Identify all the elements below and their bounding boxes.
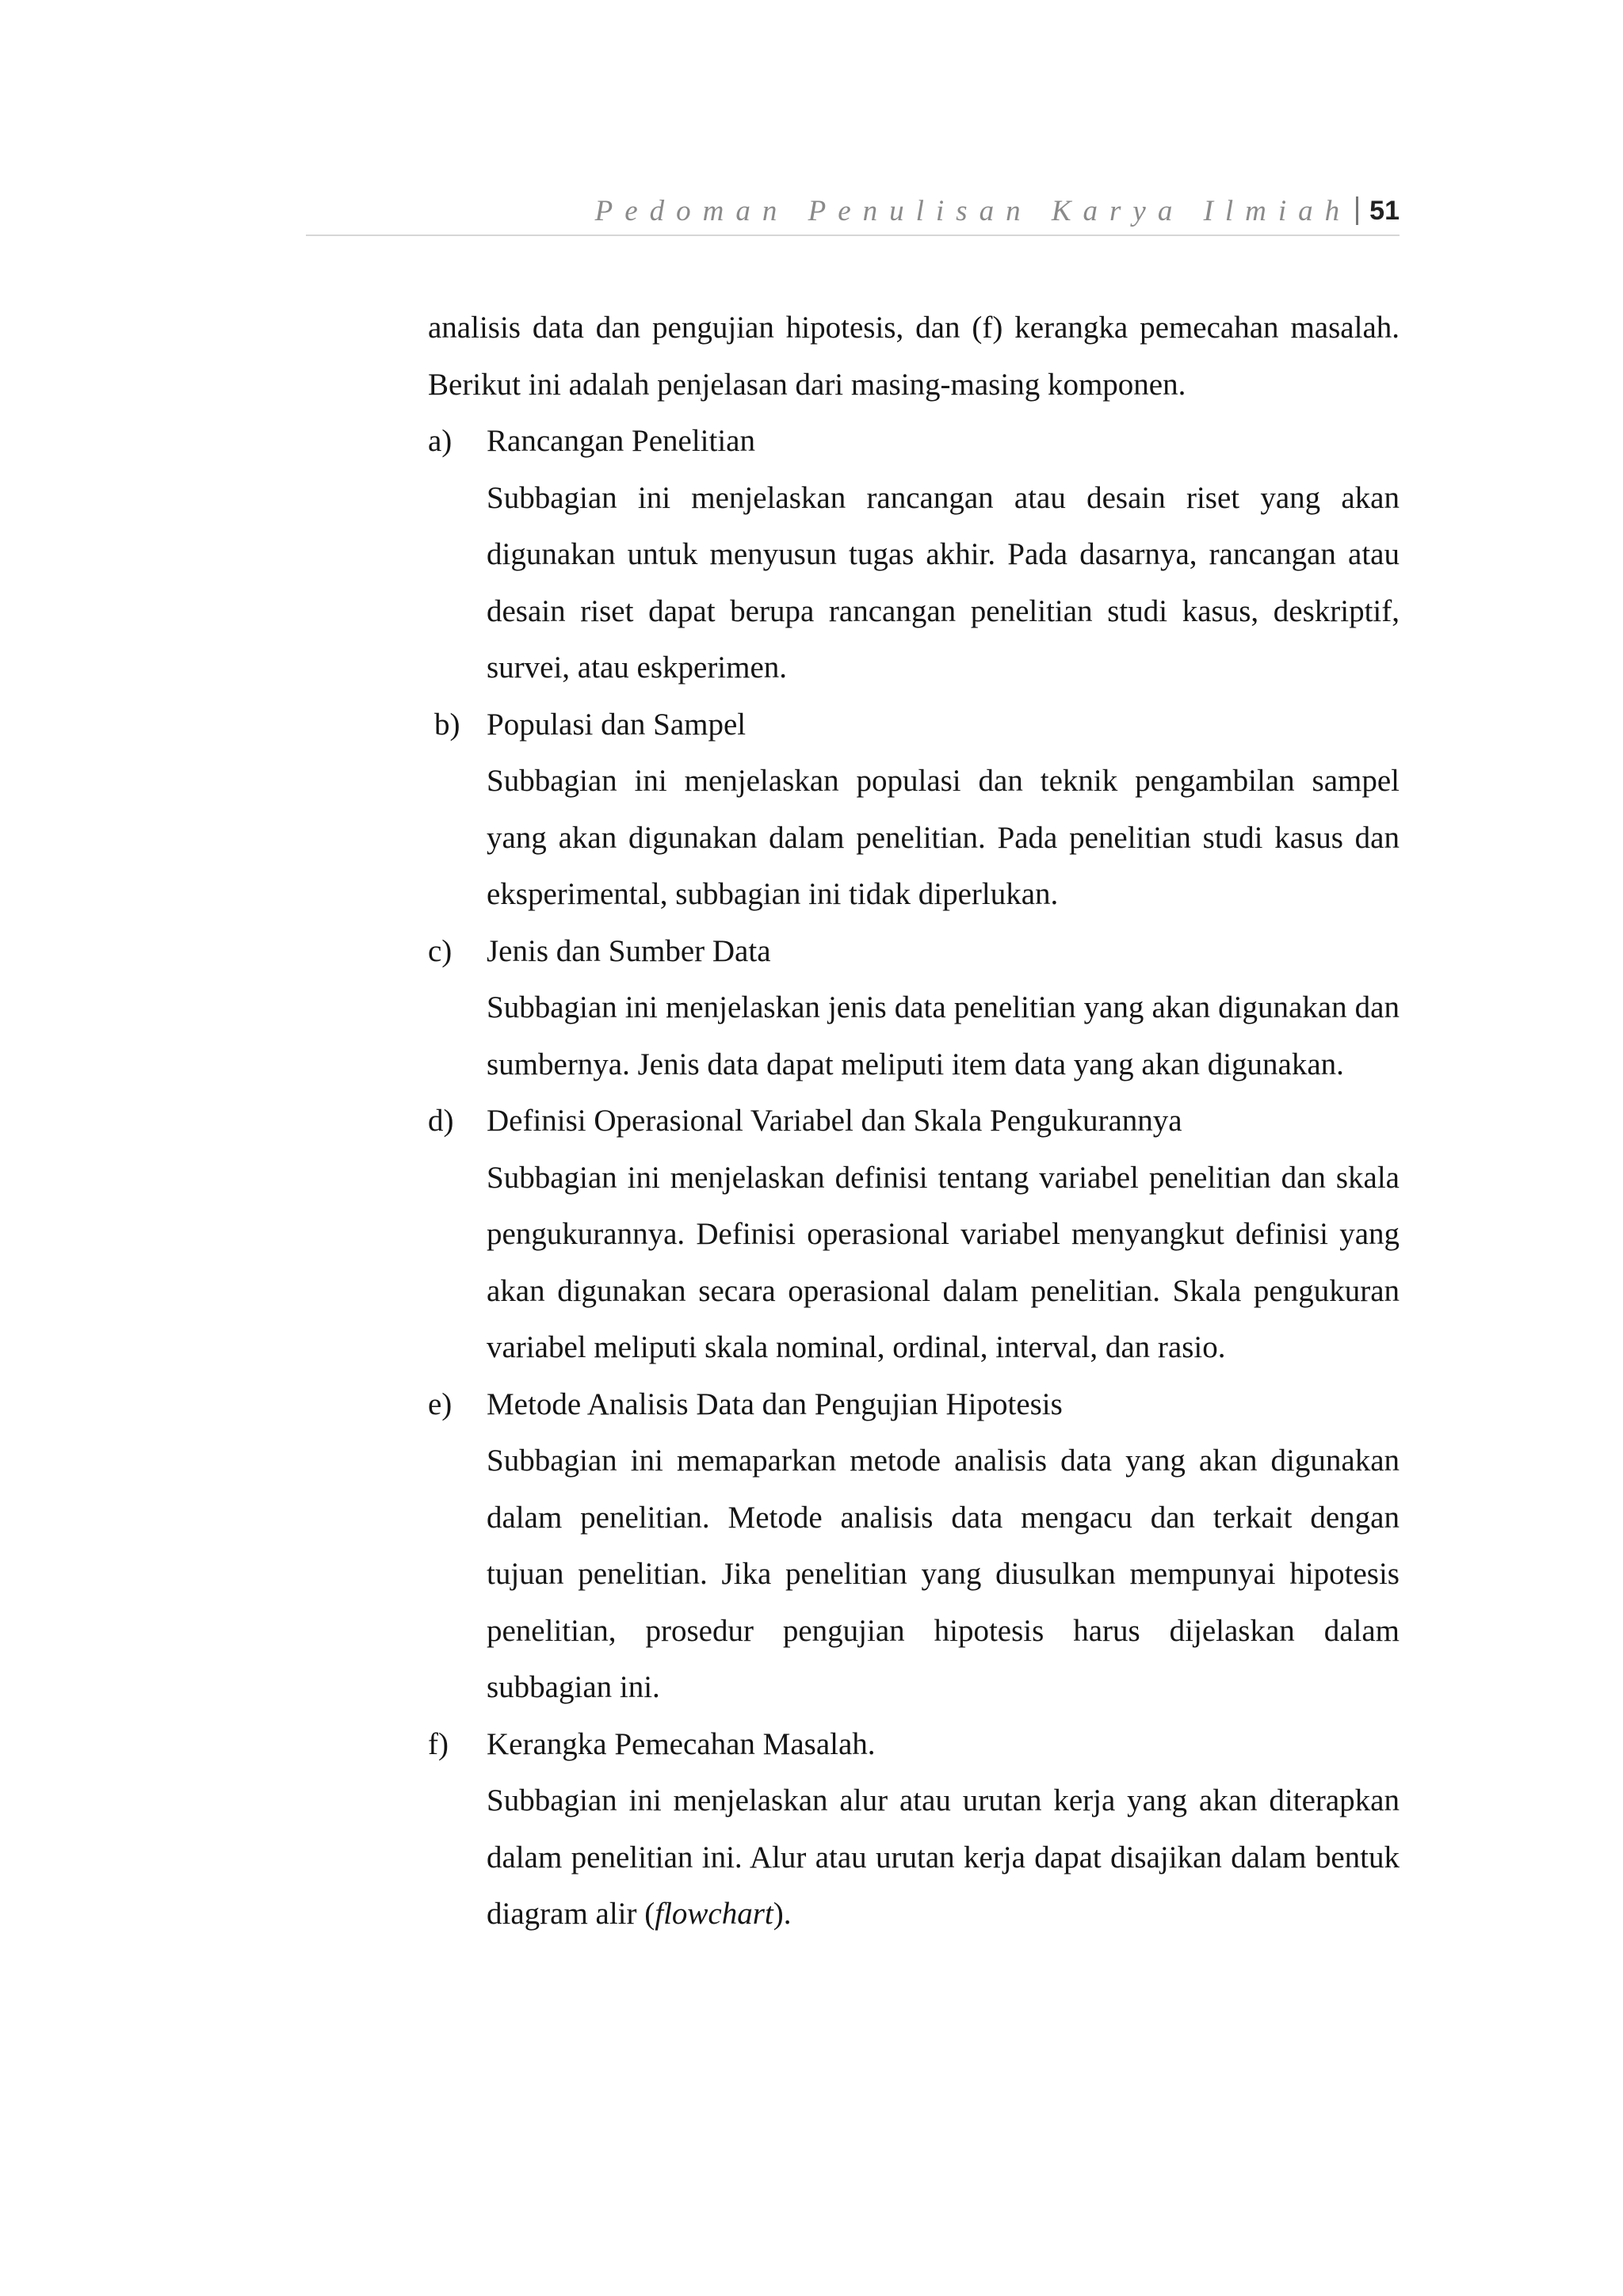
- item-heading: Populasi dan Sampel: [487, 707, 747, 742]
- item-heading: Jenis dan Sumber Data: [487, 933, 771, 968]
- page-number: 51: [1369, 195, 1400, 226]
- page-body: [428, 299, 1400, 1943]
- list-item: [428, 696, 1400, 923]
- item-description: Subbagian ini menjelaskan definisi tentang variabel penelitian dan skala pengukurannya. Definisi operasional variabel menyangkut definisi yang akan digunakan secara operasional dalam penelitian. Skala pengukuran variabel meliputi skala nominal, ordinal, interval, dan rasio.: [487, 1160, 1400, 1364]
- intro-paragraph: analisis data dan pengujian hipotesis, dan (f) kerangka pemecahan masalah. Berikut ini adalah penjelasan dari masing-masing komponen.: [428, 311, 1400, 402]
- item-description: Subbagian ini menjelaskan populasi dan teknik pengambilan sampel yang akan digunakan dalam penelitian. Pada penelitian studi kasus dan eksperimental, subbagian ini tidak diperlukan.: [487, 764, 1400, 911]
- list-item: [428, 1093, 1400, 1376]
- list-marker: b): [434, 707, 460, 742]
- description-text-end: ).: [773, 1897, 792, 1931]
- item-description: Subbagian ini menjelaskan rancangan atau desain riset yang akan digunakan untuk menyusun tugas akhir. Pada dasarnya, rancangan atau desain riset dapat berupa rancangan penelitian studi kasus, deskriptif, survei, atau eskperimen.: [487, 480, 1400, 685]
- list-marker: f): [428, 1726, 449, 1761]
- item-heading: Definisi Operasional Variabel dan Skala Pengukurannya: [487, 1104, 1182, 1138]
- running-title: Pedoman Penulisan Karya Ilmiah: [594, 194, 1352, 227]
- list-marker: e): [428, 1386, 453, 1421]
- list-item: [428, 923, 1400, 1093]
- list-item: [428, 1716, 1400, 1943]
- list-item: [428, 1376, 1400, 1716]
- description-text: Subbagian ini menjelaskan alur atau urutan kerja yang akan diterapkan dalam penelitian ini. Alur atau urutan kerja dapat disajikan dalam bentuk diagram alir (: [487, 1783, 1400, 1931]
- list-marker: c): [428, 933, 453, 968]
- item-heading: Kerangka Pemecahan Masalah.: [487, 1726, 876, 1761]
- page-header: [306, 187, 1400, 236]
- flowchart-term: flowchart: [655, 1897, 773, 1931]
- item-description: Subbagian ini memaparkan metode analisis data yang akan digunakan dalam penelitian. Metode analisis data mengacu dan terkait dengan tujuan penelitian. Jika penelitian yang diusulkan mempunyai hipotesis penelitian, prosedur pengujian hipotesis harus dijelaskan dalam subbagian ini.: [487, 1444, 1400, 1704]
- item-description: Subbagian ini menjelaskan jenis data penelitian yang akan digunakan dan sumbernya. Jenis data dapat meliputi item data yang akan digunakan.: [487, 990, 1400, 1081]
- list-marker: a): [428, 424, 453, 458]
- header-separator: [1356, 196, 1358, 225]
- item-heading: Rancangan Penelitian: [487, 424, 755, 458]
- item-description: [487, 1772, 1400, 1943]
- list-item: [428, 413, 1400, 696]
- list-marker: d): [428, 1104, 454, 1138]
- item-heading: Metode Analisis Data dan Pengujian Hipotesis: [487, 1386, 1063, 1421]
